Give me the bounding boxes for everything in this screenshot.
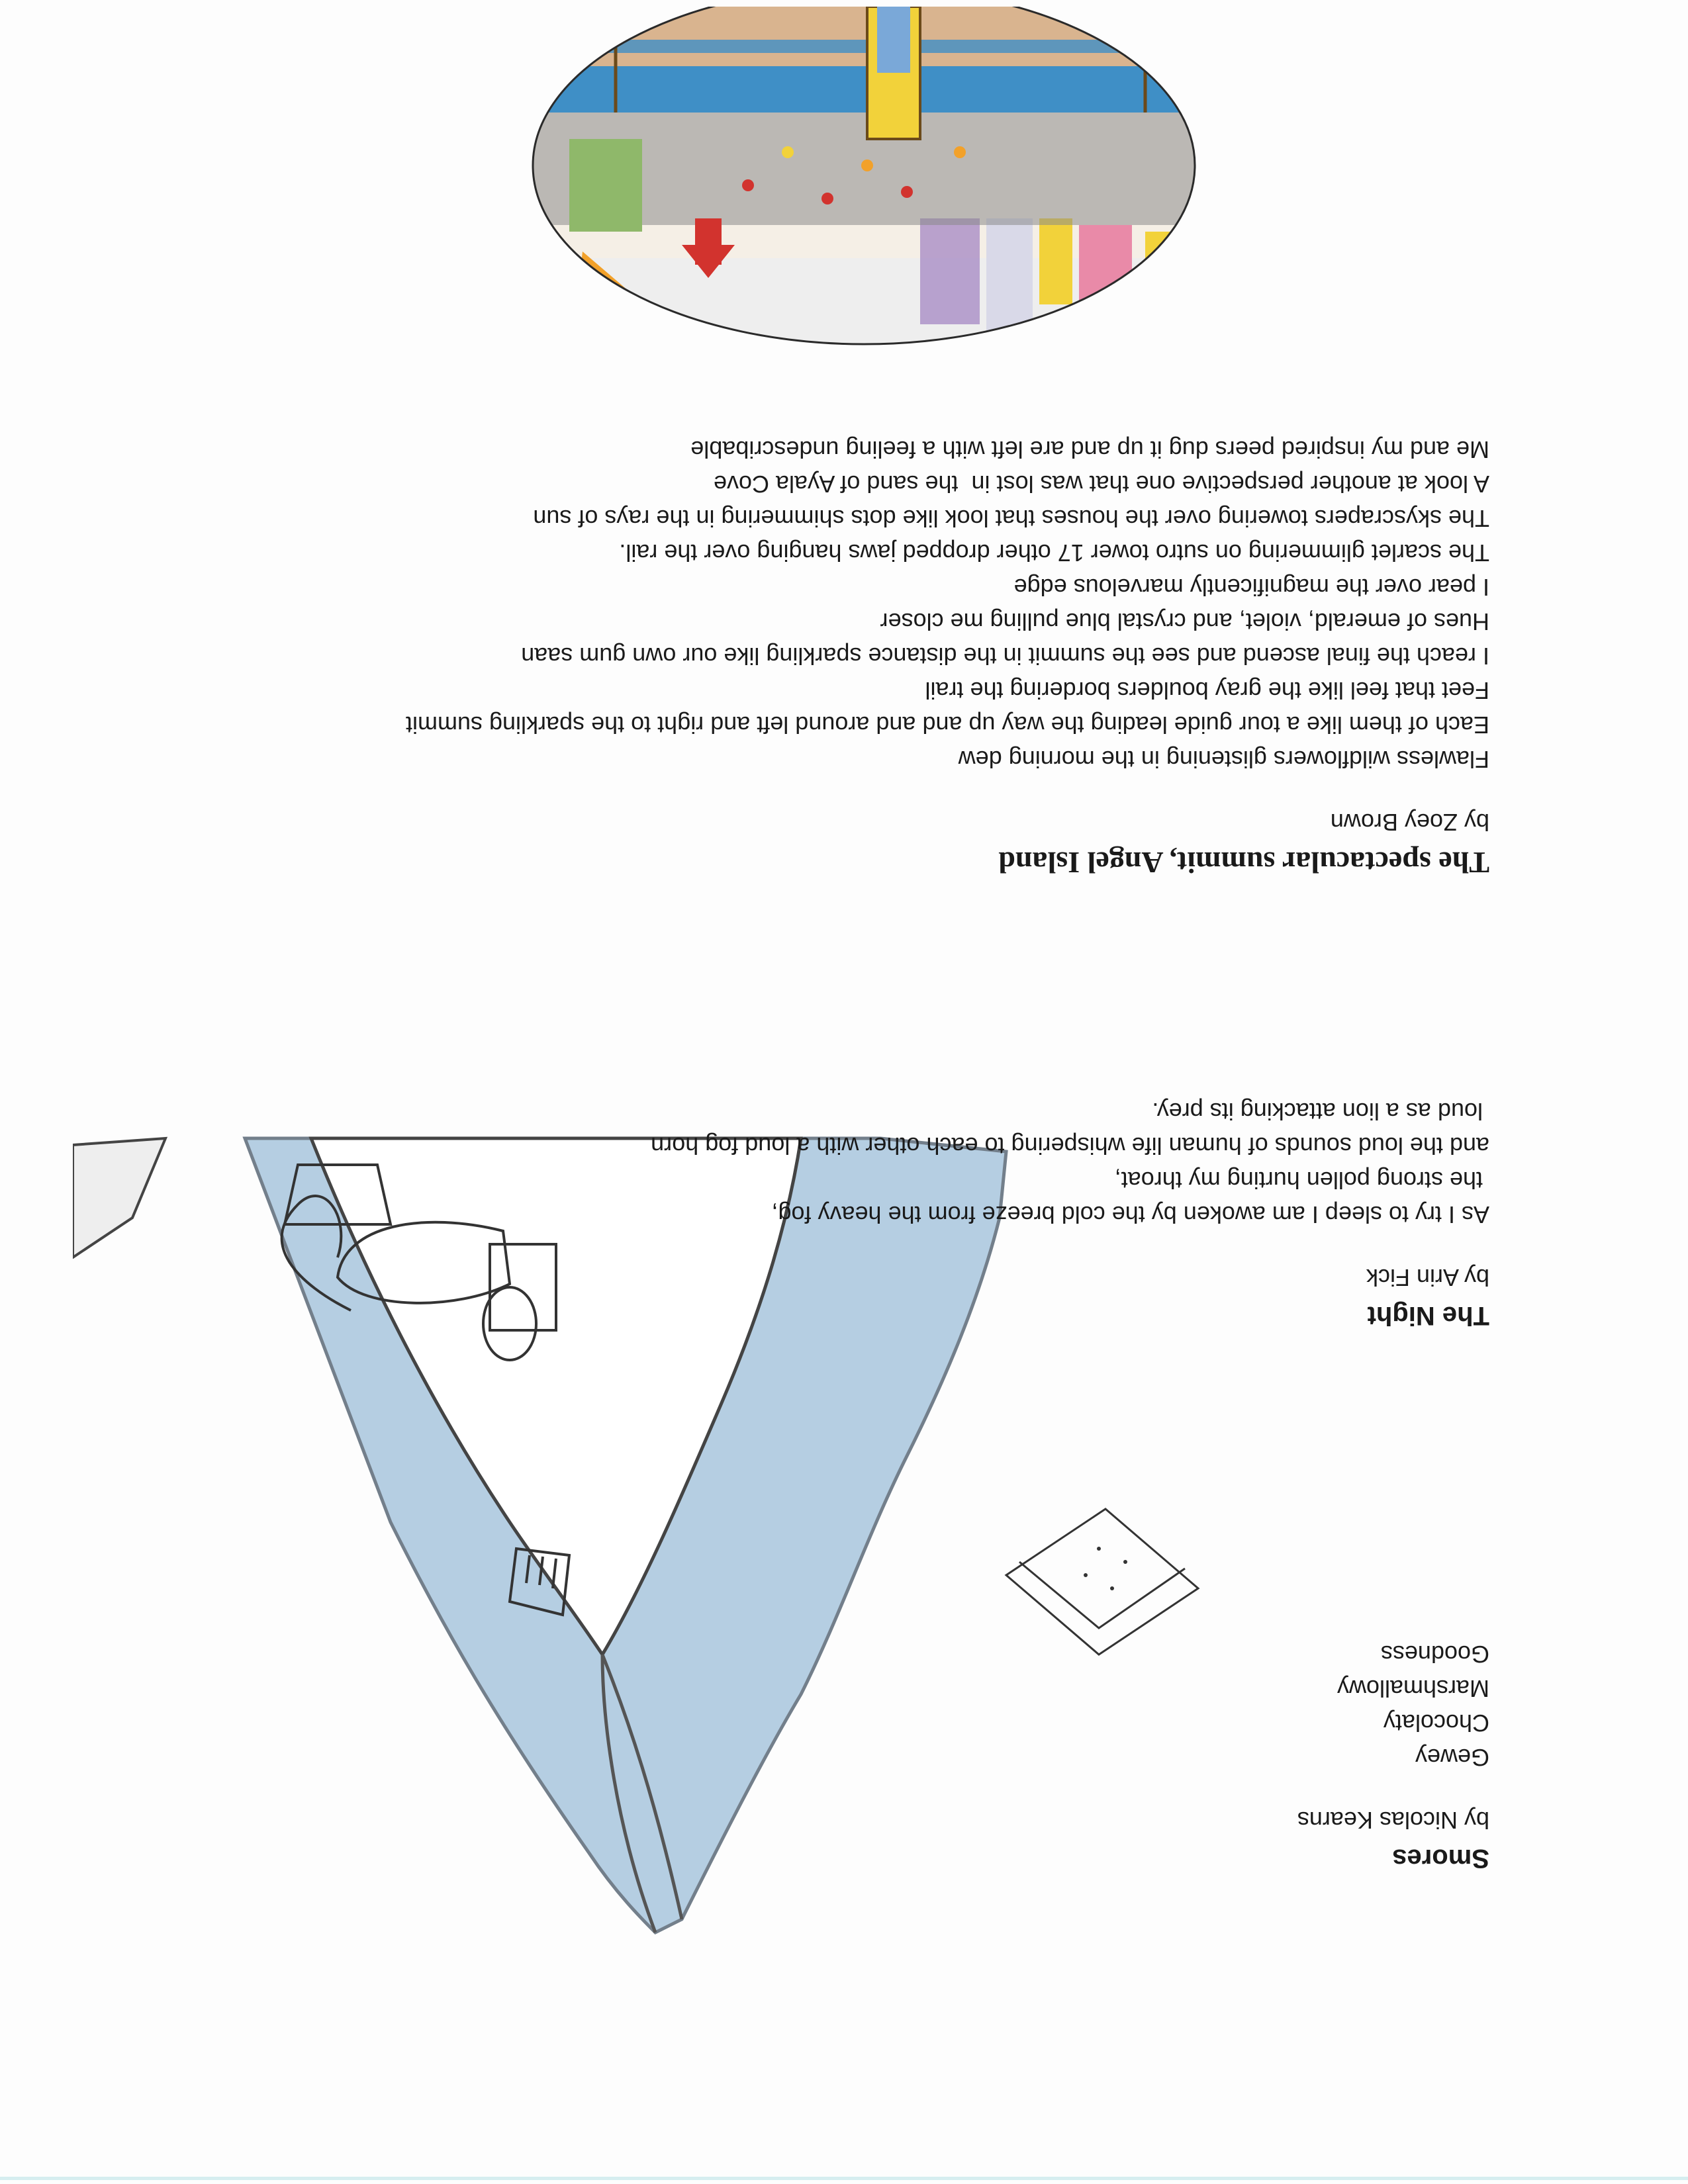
poem-title: Smores [1392,1844,1489,1873]
poem-line: As I try to sleep I am awoken by the cold breeze from the heavy fog, [771,1201,1489,1228]
poem-title: The spectacular summit, Angel Island [998,846,1489,880]
poem-line: A look at another perspective one that was lost in the sand of Ayala Cove [713,471,1489,498]
poem-line: Hues of emerald, violet, and crystal blue pulling me closer [880,608,1489,635]
summit-poem [406,432,1489,880]
poem-line: Me and my inspired peers dug it up and are left with a feeling undescribable [690,436,1489,463]
cracker-sketch [993,1496,1211,1668]
city-illustration [516,7,1211,364]
page-edge-line [0,2177,1688,2180]
poem-line: Feet that feel like the gray boulders bordering the trail [925,677,1489,704]
poem-line: Marshmallowy [1336,1675,1489,1702]
poem-line: Goodness [1380,1641,1489,1668]
poem-line: Chocolaty [1383,1709,1489,1737]
poem-line: The skyscrapers towering over the houses that look like dots shimmering in the rays of sun [533,505,1489,532]
night-poem [651,1094,1489,1330]
poem-line: loud as a lion attacking its prey. [1152,1098,1489,1125]
poem-line: and the loud sounds of human life whispering to each other with a loud fog horn [651,1132,1489,1160]
poem-line: Flawless wildflowers glistening in the morning dew [958,746,1489,773]
poem-title: The Night [1367,1301,1489,1330]
poem-author: by Zoey Brown [1330,809,1489,836]
poem-line: I reach the final ascend and see the summit in the distance sparkling like our own gum saan [521,643,1489,670]
poem-line: Gewey [1415,1744,1489,1771]
poem-author: by Nicolas Kearns [1297,1807,1489,1834]
poem-line: Each of them like a tour guide leading the way up and and around left and right to the sparkling summit [406,711,1489,739]
poem-line: the strong pollen hurting my throat, [1114,1167,1489,1194]
poem-author: by Arin Fick [1366,1264,1489,1291]
poem-line: The scarlet glimmering on sutro tower 17 other dropped jaws hanging over the rail. [619,539,1489,567]
poem-line: I pear over the magnificently marvelous edge [1013,574,1489,601]
smores-poem [1297,1637,1489,1873]
